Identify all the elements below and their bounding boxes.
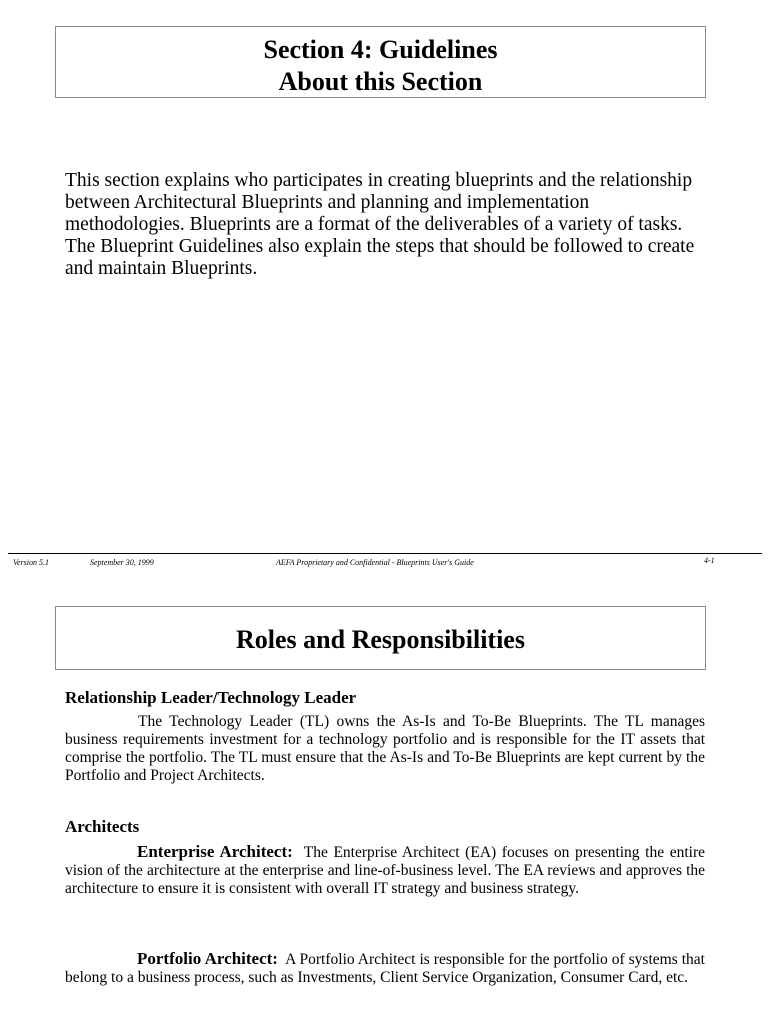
enterprise-architect-text: The Enterprise Architect (EA) focuses on presenting the entire vision of the architecture at the enterprise and line-of-business level. The EA reviews and approves the architecture to ensure it is consistent with overall IT strategy and business strategy. [65, 844, 705, 897]
footer-version: Version 5.1 [13, 558, 49, 567]
footer-page-number: 4-1 [704, 556, 715, 565]
enterprise-architect-paragraph [65, 843, 705, 898]
portfolio-architect-label: Portfolio Architect: [137, 949, 278, 968]
footer-confidential: AEFA Proprietary and Confidential - Blueprints User's Guide [276, 558, 474, 567]
roles-title: Roles and Responsibilities [236, 625, 525, 654]
architects-heading: Architects [65, 817, 140, 836]
footer-divider [8, 553, 762, 554]
relationship-heading: Relationship Leader/Technology Leader [65, 688, 357, 707]
roles-title-box [55, 606, 706, 670]
section-title-box [55, 26, 706, 98]
intro-paragraph: This section explains who participates in creating blueprints and the relationship between Architectural Blueprints and planning and implementation methodologies. Blueprints are a format of the deliverables of a variety of tasks. The Blueprint Guidelines also explain the steps that should be followed to create and maintain Blueprints. [65, 170, 695, 279]
relationship-paragraph: The Technology Leader (TL) owns the As-Is and To-Be Blueprints. The TL manages business requirements investment for a technology portfolio and is responsible for the IT assets that comprise the portfolio. The TL must ensure that the As-Is and To-Be Blueprints are kept current by the Portfolio and Project Architects. [65, 713, 705, 784]
portfolio-architect-text: A Portfolio Architect is responsible for the portfolio of systems that belong to a business process, such as Investments, Client Service Organization, Consumer Card, etc. [65, 951, 705, 986]
enterprise-architect-label: Enterprise Architect: [137, 842, 293, 861]
section-subtitle: About this Section [278, 67, 483, 96]
section-title: Section 4: Guidelines [263, 35, 498, 64]
footer-date: September 30, 1999 [90, 558, 154, 567]
portfolio-architect-paragraph [65, 950, 705, 987]
